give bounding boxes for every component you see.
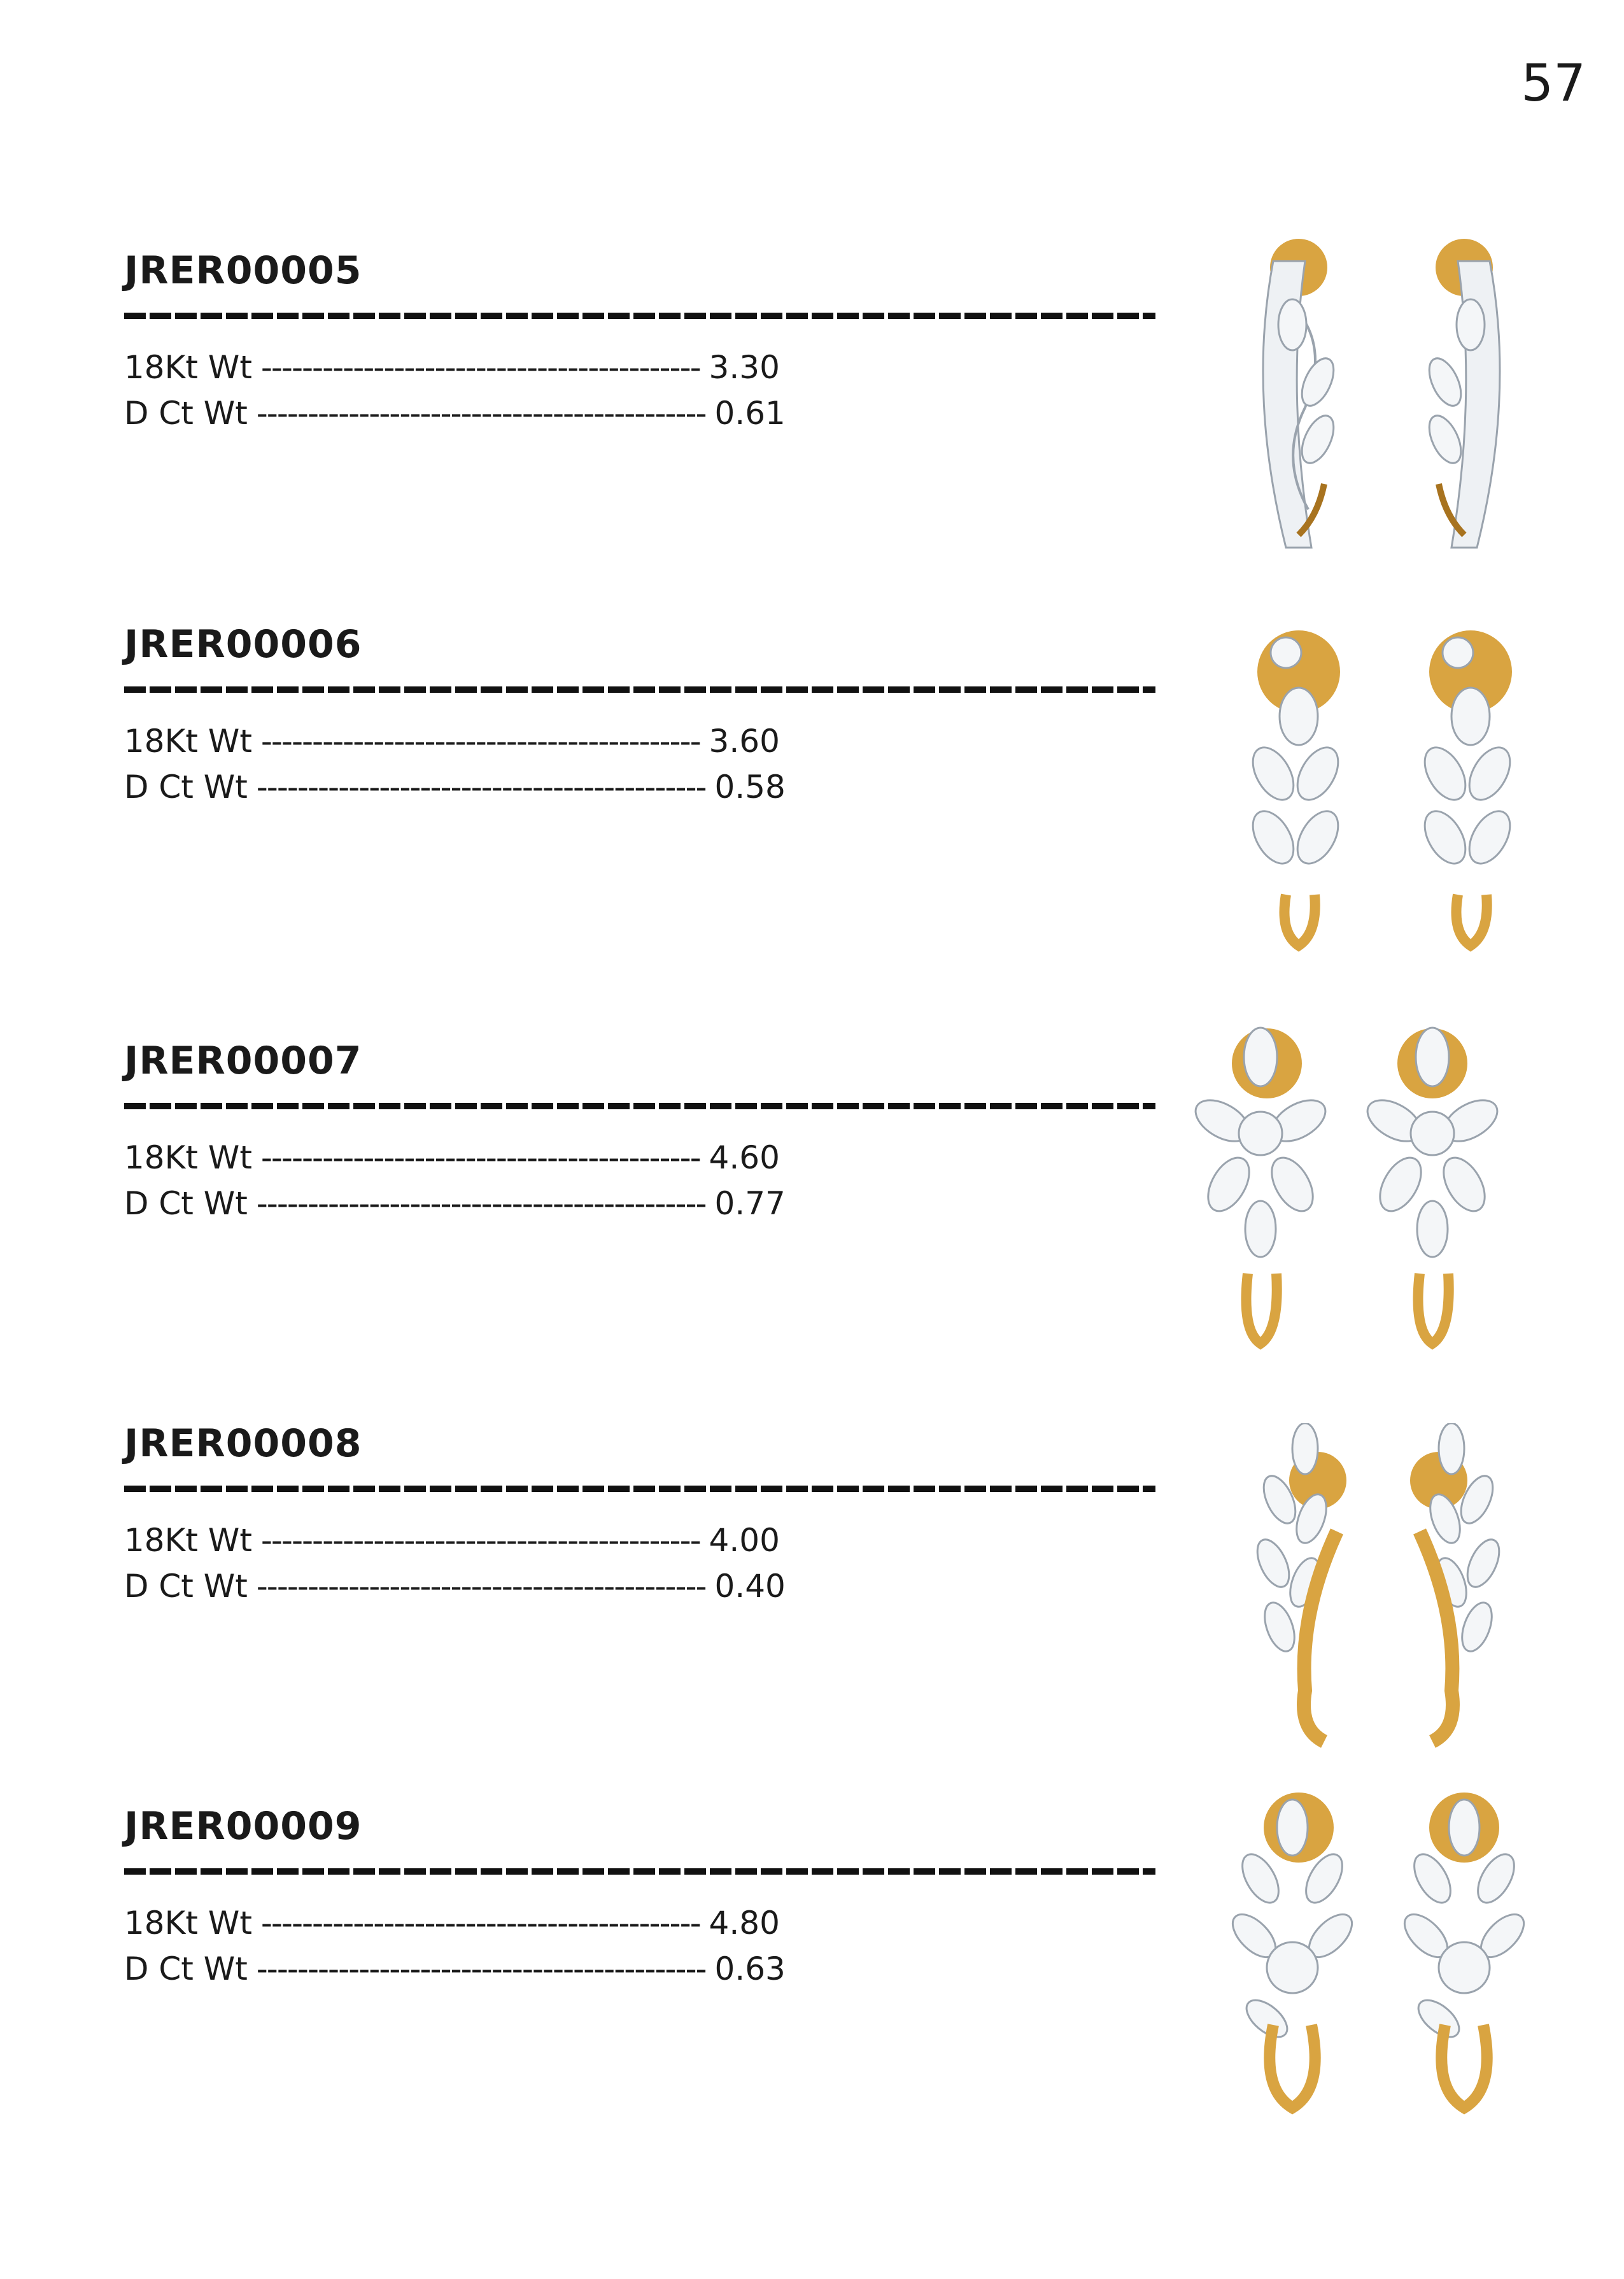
left-earring — [1225, 1793, 1360, 2108]
earring-image — [1197, 627, 1579, 958]
page-number: 57 — [1521, 53, 1586, 113]
diamond-weight-row: D Ct Wt -------------------------------------------- 0.58 — [124, 769, 786, 806]
gold-weight-row: 18Kt Wt ------------------------------------------- 4.00 — [124, 1522, 780, 1559]
gold-weight-label: 18Kt Wt — [124, 1139, 252, 1176]
right-earring — [1410, 1423, 1506, 1742]
product-code: JRER00006 — [124, 622, 362, 667]
left-earring — [1251, 1423, 1346, 1742]
diamond-weight-label: D Ct Wt — [124, 1568, 248, 1605]
product-code: JRER00009 — [124, 1804, 362, 1849]
gold-weight-value: 3.60 — [709, 723, 780, 760]
left-earring — [1263, 239, 1340, 548]
right-earring — [1416, 630, 1518, 946]
right-earring — [1397, 1793, 1532, 2108]
diamond-weight-label: D Ct Wt — [124, 1185, 248, 1222]
gold-weight-value: 3.30 — [709, 349, 780, 386]
gold-weight-label: 18Kt Wt — [124, 723, 252, 760]
gold-weight-value: 4.60 — [709, 1139, 780, 1176]
earring-image — [1171, 1025, 1553, 1356]
divider — [124, 686, 1155, 693]
gold-weight-row: 18Kt Wt ------------------------------------------- 4.80 — [124, 1905, 780, 1942]
product-code: JRER00007 — [124, 1039, 362, 1083]
diamond-weight-row: D Ct Wt -------------------------------------------- 0.61 — [124, 395, 786, 432]
earring-image — [1197, 1423, 1579, 1754]
gold-weight-row: 18Kt Wt ------------------------------------------- 3.60 — [124, 723, 780, 760]
divider — [124, 1486, 1155, 1492]
gold-weight-label: 18Kt Wt — [124, 1905, 252, 1942]
diamond-weight-value: 0.58 — [714, 769, 786, 806]
left-earring — [1189, 1028, 1332, 1344]
diamond-weight-row: D Ct Wt -------------------------------------------- 0.40 — [124, 1568, 786, 1605]
diamond-weight-label: D Ct Wt — [124, 395, 248, 432]
right-earring — [1423, 239, 1500, 548]
divider — [124, 1868, 1155, 1875]
diamond-weight-value: 0.77 — [714, 1185, 786, 1222]
gold-weight-label: 18Kt Wt — [124, 349, 252, 386]
earring-image — [1197, 1789, 1579, 2120]
left-earring — [1245, 630, 1346, 946]
gold-weight-row: 18Kt Wt ------------------------------------------- 3.30 — [124, 349, 780, 386]
right-earring — [1360, 1028, 1504, 1344]
gold-weight-value: 4.00 — [709, 1522, 780, 1559]
diamond-weight-label: D Ct Wt — [124, 1950, 248, 1987]
divider — [124, 313, 1155, 319]
diamond-weight-label: D Ct Wt — [124, 769, 248, 806]
gold-weight-label: 18Kt Wt — [124, 1522, 252, 1559]
product-code: JRER00008 — [124, 1421, 362, 1466]
diamond-weight-value: 0.40 — [714, 1568, 786, 1605]
diamond-weight-row: D Ct Wt -------------------------------------------- 0.77 — [124, 1185, 786, 1222]
diamond-weight-value: 0.63 — [714, 1950, 786, 1987]
earring-image — [1197, 236, 1579, 567]
product-code: JRER00005 — [124, 248, 362, 293]
divider — [124, 1103, 1155, 1109]
gold-weight-value: 4.80 — [709, 1905, 780, 1942]
gold-weight-row: 18Kt Wt ------------------------------------------- 4.60 — [124, 1139, 780, 1176]
diamond-weight-row: D Ct Wt -------------------------------------------- 0.63 — [124, 1950, 786, 1987]
diamond-weight-value: 0.61 — [714, 395, 786, 432]
